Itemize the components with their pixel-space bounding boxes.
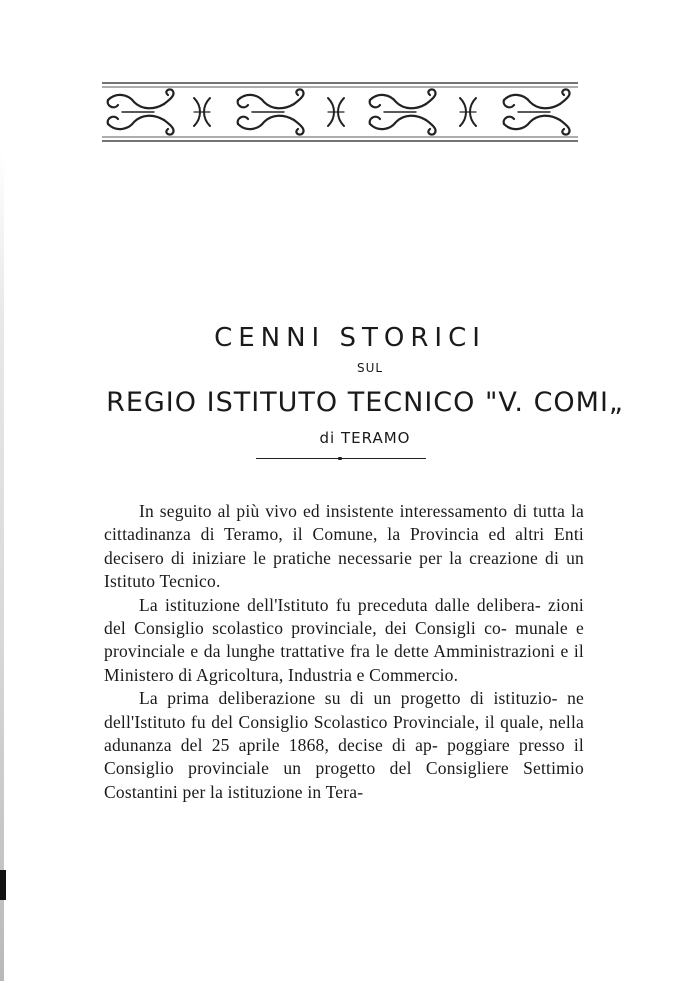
title-block xyxy=(0,318,700,448)
scan-edge-shadow xyxy=(0,150,4,981)
body-text xyxy=(104,500,584,804)
institution-city: di TERAMO xyxy=(319,429,411,447)
document-title: CENNI STORICI xyxy=(214,323,486,353)
paragraph: La prima deliberazione su di un progetto di istituzio- ne dell'Istituto fu del Consiglio Scolastico Provinciale, il quale, nella adunanza del 25 aprile 1868, decise di ap- poggiare presso il Consiglio provinciale un progetto del Consigliere Settimio Costantini per la istituzione in Tera- xyxy=(104,688,584,802)
paragraph: In seguito al più vivo ed insistente interessamento di tutta la cittadinanza di Teramo, il Comune, la Provincia ed altri Enti decisero di iniziare le pratiche necessarie per la creazione di un Istituto Tecnico. xyxy=(104,501,584,592)
scan-edge-mark xyxy=(0,870,6,900)
paragraph: La istituzione dell'Istituto fu preceduta dalle delibera- zioni del Consiglio scolastico provinciale, dei Consigli co- munale e provinciale e da lunghe trattative fra le dette Amministrazioni e il Ministero di Agricoltura, Industria e Commercio. xyxy=(104,594,584,685)
title-connector: SUL xyxy=(356,361,384,375)
scrollwork-ornament-icon xyxy=(102,80,578,146)
institution-name: REGIO ISTITUTO TECNICO "V. COMI„ xyxy=(106,387,624,418)
title-divider xyxy=(256,458,426,459)
